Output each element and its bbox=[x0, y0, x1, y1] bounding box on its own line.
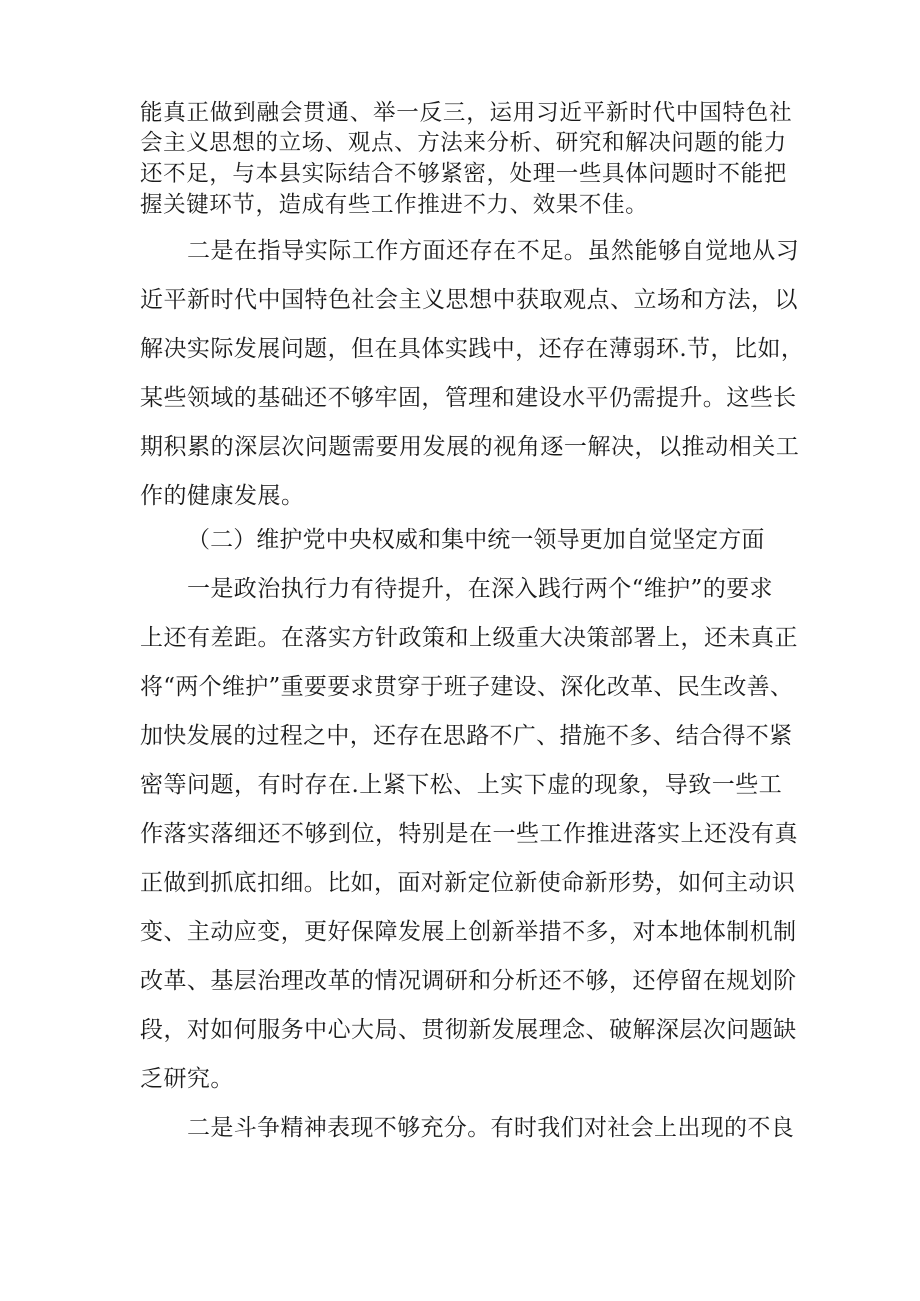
text-line: 期积累的深层次问题需要用发展的视角逐一解决，以推动相关工 bbox=[140, 434, 800, 460]
text-line: 改革、基层治理改革的情况调研和分析还不够，还停留在规划阶 bbox=[140, 968, 797, 994]
text-line: 还不足，与本县实际结合不够紧密，处理一些具体问题时不能把 bbox=[140, 161, 787, 187]
text-line: 乏研究。 bbox=[140, 1066, 234, 1092]
section-heading: （二）维护党中央权威和集中统一领导更加自觉坚定方面 bbox=[187, 527, 765, 553]
text-line: 作的健康发展。 bbox=[140, 483, 305, 509]
text-line: 二是斗争精神表现不够充分。有时我们对社会上出现的不良 bbox=[187, 1115, 795, 1141]
text-line: 能真正做到融会贯通、举一反三，运用习近平新时代中国特色社 bbox=[140, 100, 793, 126]
text-line: 作落实落细还不够到位，特别是在一些工作推进落实上还没有真 bbox=[140, 821, 798, 847]
text-line: 将“两个维护”重要要求贯穿于班子建设、深化改革、民生改善、 bbox=[140, 674, 794, 700]
text-line: 一是政治执行力有待提升，在深入践行两个“维护”的要求 bbox=[187, 576, 773, 602]
text-line: 会主义思想的立场、观点、方法来分析、研究和解决问题的能力 bbox=[140, 130, 787, 156]
text-line: 段，对如何服务中心大局、贯彻新发展理念、破解深层次问题缺 bbox=[140, 1017, 797, 1043]
text-line: 某些领域的基础还不够牢固，管理和建设水平仍需提升。这些长 bbox=[140, 385, 797, 411]
text-line: 二是在指导实际工作方面还存在不足。虽然能够自觉地从习 bbox=[187, 238, 800, 264]
text-line: 近平新时代中国特色社会主义思想中获取观点、立场和方法，以 bbox=[140, 287, 798, 313]
text-line: 加快发展的过程之中，还存在思路不广、措施不多、结合得不紧 bbox=[140, 723, 793, 749]
text-line: 变、主动应变，更好保障发展上创新举措不多，对本地体制机制 bbox=[140, 919, 797, 945]
text-line: 正做到抓底扣细。比如，面对新定位新使命新形势，如何主动识 bbox=[140, 870, 796, 896]
text-line: 上还有差距。在落实方针政策和上级重大决策部署上，还未真正 bbox=[140, 625, 798, 651]
text-line: 解决实际发展问题，但在具体实践中，还存在薄弱环.节，比如， bbox=[140, 336, 805, 362]
text-line: 密等问题，有时存在.上紧下松、上实下虚的现象，导致一些工 bbox=[140, 772, 783, 798]
text-line: 握关键环节，造成有些工作推进不力、效果不佳。 bbox=[140, 192, 649, 218]
